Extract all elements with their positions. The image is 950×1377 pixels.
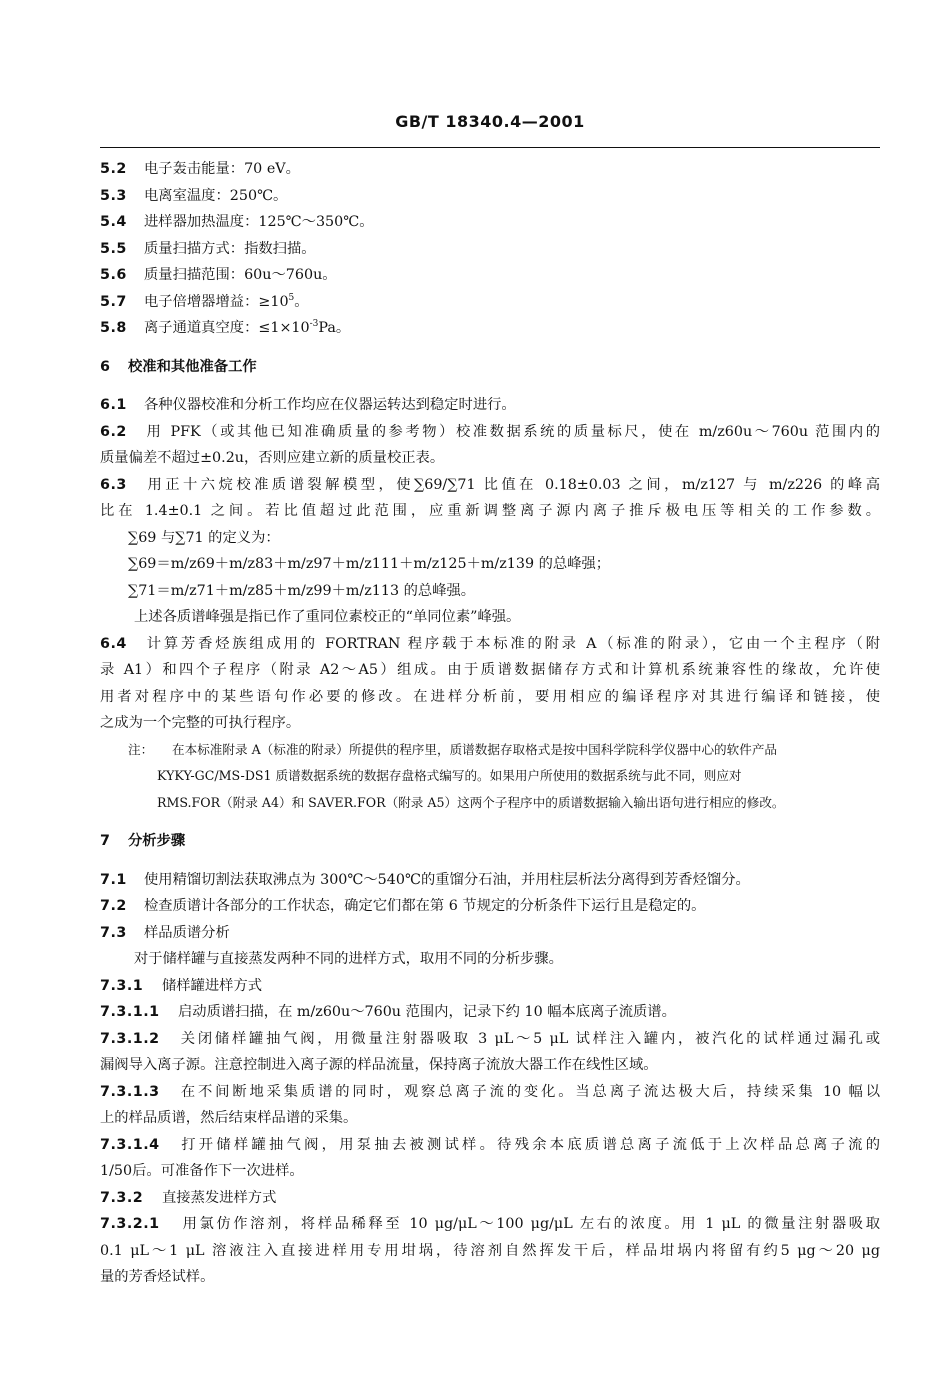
clause-text: 储样罐进样方式 [162,977,263,994]
section-number: 6 [100,358,110,375]
clause-number: 7.3.1.1 [100,1004,160,1020]
document-body [100,156,880,1291]
clause-number: 7.2 [100,898,127,914]
section-heading [100,354,880,381]
clause-number: 6.2 [100,423,127,440]
clause [100,920,880,947]
clause-text: 在不间断地采集质谱的同时，观察总离子流的变化。当总离子流达极大后，持续采集 10 幅以 [178,1083,880,1100]
clause-number: 7.3.2.1 [100,1216,160,1232]
clause-continuation: 用者对程序中的某些语句作必要的修改。在进样分析前，要用相应的编译程序对其进行编译和链接，使 [100,688,880,705]
param-item [100,289,880,316]
clause-continuation: 0.1 μL～1 μL 溶液注入直接进样用专用坩埚，待溶剂自然挥发干后，样品坩埚内将留有约5 μg～20 μg [100,1242,880,1259]
clause-number: 5.4 [100,214,127,230]
clause-text: 电离室温度：250℃。 [144,187,288,204]
clause-number: 5.3 [100,187,127,204]
section-number: 7 [100,833,110,849]
clause [100,999,880,1026]
clause-text: 质量扫描方式：指数扫描。 [144,240,316,257]
clause-number: 5.5 [100,240,127,257]
definition-line: ∑71＝m/z71＋m/z85＋m/z99＋m/z113 的总峰强。 [128,582,476,599]
clause-continuation: 对于储样罐与直接蒸发两种不同的进样方式，取用不同的分析步骤。 [134,951,563,967]
clause-number: 7.3.1.4 [100,1136,160,1153]
clause-number: 7.3.1.2 [100,1030,160,1047]
clause-number: 5.8 [100,320,127,336]
clause [100,867,880,894]
clause-number: 7.3.1 [100,977,144,994]
clause-text: 关闭储样罐抽气阀，用微量注射器吸取 3 μL～5 μL 试样注入罐内，被汽化的试样通过漏孔或 [178,1030,880,1047]
clause-text: 用氯仿作溶剂，将样品稀释至 10 μg/μL～100 μg/μL 左右的浓度。用 1 μL 的微量注射器吸取 [180,1216,880,1232]
clause-continuation: 录 A1）和四个子程序（附录 A2～A5）组成。由于质谱数据储存方式和计算机系统兼容性的缘故，允许使 [100,662,880,678]
clause-text: 使用精馏切割法获取沸点为 300℃～540℃的重馏分石油，并用柱层析法分离得到芳香烃馏分。 [144,871,750,888]
clause-continuation: 漏阀导入离子源。注意控制进入离子源的样品流量，保持离子流放大器工作在线性区域。 [100,1057,658,1073]
clause-text: 计算芳香烃族组成用的 FORTRAN 程序载于本标准的附录 A（标准的附录），它由一个主程序（附 [144,635,880,652]
clause [100,472,880,499]
clause-number: 5.7 [100,293,127,310]
exponent: -3 [309,319,319,330]
clause [100,1026,880,1053]
clause-continuation: 量的芳香烃试样。 [100,1269,215,1285]
clause-text: 质量扫描范围：60u～760u。 [144,267,337,283]
param-item [100,209,880,236]
note-label: 注： [128,741,154,757]
exponent: 5 [288,292,295,303]
note-continuation: RMS.FOR（附录 A4）和 SAVER.FOR（附录 A5）这两个子程序中的质谱数据输入输出语句进行相应的修改。 [157,794,785,810]
definition-line: ∑69 与∑71 的定义为： [128,529,280,546]
clause-number: 5.2 [100,161,127,177]
clause [100,631,880,658]
clause [100,1079,880,1106]
page-header: GB/T 18340.4—2001 [395,112,585,131]
clause-text: 电子倍增器增益：≥10 [144,293,289,310]
clause-text: 直接蒸发进样方式 [162,1189,277,1206]
clause [100,419,880,446]
clause-continuation: 上的样品质谱，然后结束样品谱的采集。 [100,1110,358,1126]
clause-number: 6.4 [100,635,127,652]
param-item [100,156,880,183]
definition-line: 上述各质谱峰强是指已作了重同位素校正的“单同位素”峰强。 [134,609,521,625]
clause [100,973,880,1000]
clause-number: 6.1 [100,397,127,413]
clause-continuation: 比在 1.4±0.1 之间。若比值超过此范围，应重新调整离子源内离子推斥极电压等相关的工作参数。 [100,503,880,519]
clause-text: 离子通道真空度：≤1×10 [144,320,310,336]
clause-text: 用正十六烷校准质谱裂解模型，使∑69/∑71 比值在 0.18±0.03 之间，m/z127 与 m/z226 的峰高 [144,476,880,493]
clause-number: 7.3.2 [100,1189,144,1206]
note [100,737,880,764]
clause-text: 打开储样罐抽气阀，用泵抽去被测试样。待残余本底质谱总离子流低于上次样品总离子流的 [178,1136,880,1153]
note-text: 在本标准附录 A（标准的附录）所提供的程序里，质谱数据存取格式是按中国科学院科学仪器中心的软件产品 [172,741,778,757]
clause-number: 6.3 [100,476,127,493]
param-item [100,315,880,342]
clause [100,1211,880,1238]
section-heading [100,828,880,855]
param-item [100,236,880,263]
clause-number: 5.6 [100,267,127,283]
clause-continuation: 质量偏差不超过±0.2u，否则应建立新的质量校正表。 [100,450,445,466]
section-title: 分析步骤 [128,833,186,849]
definition-line: ∑69＝m/z69＋m/z83＋m/z97＋m/z111＋m/z125＋m/z139 的总峰强； [128,556,611,572]
clause-number: 7.1 [100,871,127,888]
clause-text: 进样器加热温度：125℃～350℃。 [144,214,374,230]
clause-text: 用 PFK（或其他已知准确质量的参考物）校准数据系统的质量标尺，使在 m/z60u～760u 范围内的 [144,423,880,440]
header-rule [100,147,880,148]
clause-text: Pa。 [318,320,351,336]
param-item [100,183,880,210]
clause-text: 启动质谱扫描，在 m/z60u～760u 范围内，记录下约 10 幅本底离子流质谱。 [178,1004,676,1020]
clause [100,1132,880,1159]
clause-text: 。 [294,293,309,310]
clause-continuation: 之成为一个完整的可执行程序。 [100,715,301,731]
clause [100,392,880,419]
clause-number: 7.3 [100,924,127,941]
param-item [100,262,880,289]
clause [100,1185,880,1212]
clause-number: 7.3.1.3 [100,1083,160,1100]
section-title: 校准和其他准备工作 [128,358,257,375]
clause-text: 检查质谱计各部分的工作状态，确定它们都在第 6 节规定的分析条件下运行且是稳定的。 [144,898,706,914]
clause-continuation: 1/50后。可准备作下一次进样。 [100,1163,304,1179]
clause-text: 样品质谱分析 [144,924,230,941]
note-continuation: KYKY-GC/MS-DS1 质谱数据系统的数据存盘格式编写的。如果用户所使用的数据系统与此不同，则应对 [157,768,742,783]
clause-text: 电子轰击能量：70 eV。 [144,161,300,177]
clause [100,893,880,920]
clause-text: 各种仪器校准和分析工作均应在仪器运转达到稳定时进行。 [144,397,516,413]
